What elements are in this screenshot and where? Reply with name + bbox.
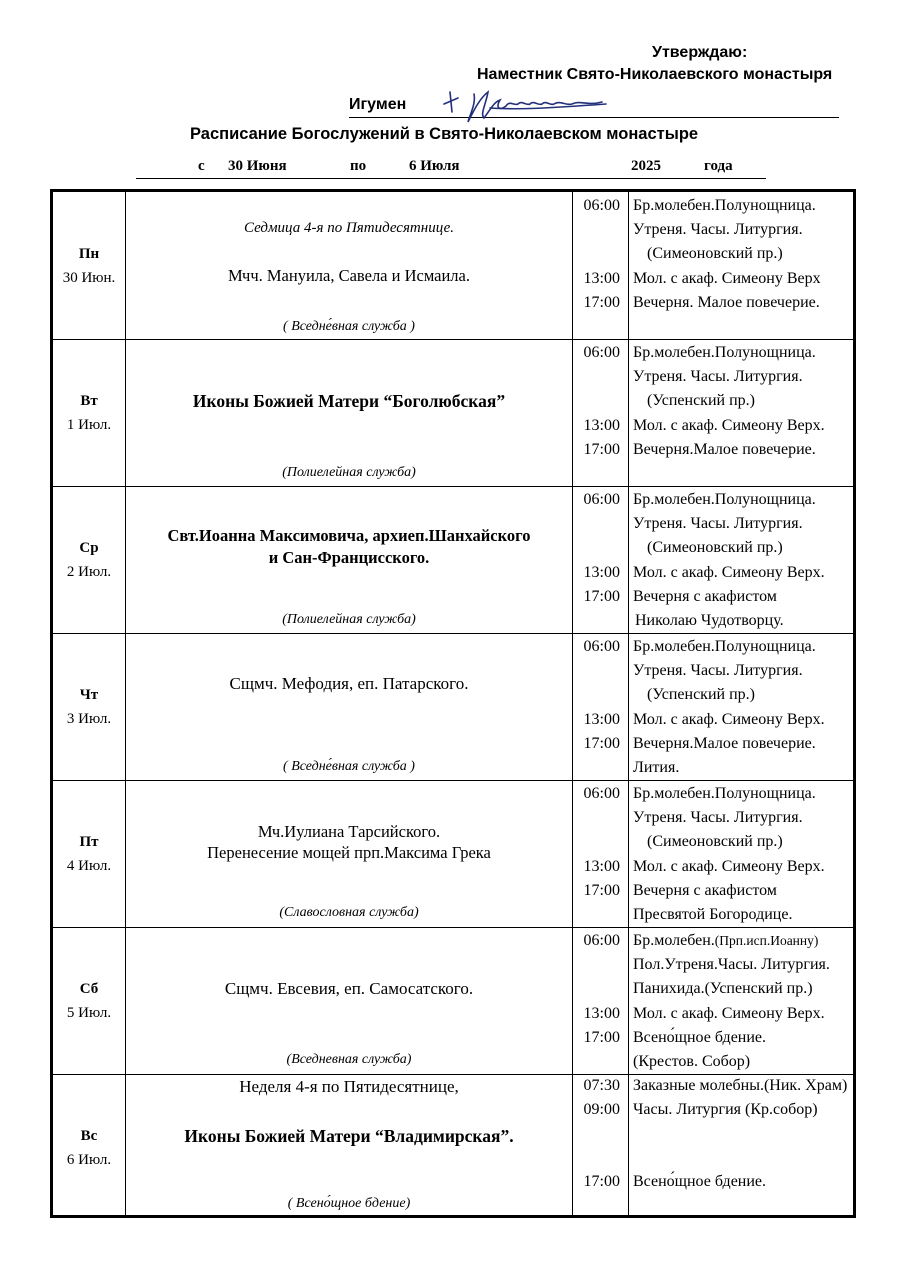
service-line: Бр.молебен.Полунощница. xyxy=(633,197,816,214)
time-cell xyxy=(573,192,629,339)
service-line: Мол. с акаф. Симеону Верх. xyxy=(633,417,825,434)
time: 17:00 xyxy=(583,735,620,752)
service-line: Бр.молебен.Полунощница. xyxy=(633,344,816,361)
day-cell xyxy=(53,192,126,339)
services-cell xyxy=(629,780,853,927)
time: 17:00 xyxy=(583,1173,620,1190)
day-cell xyxy=(53,1074,126,1215)
day-date: 5 Июл. xyxy=(66,1005,112,1021)
service-line: Утреня. Часы. Литургия. xyxy=(633,809,803,826)
service-text: Бр.молебен. xyxy=(633,932,715,949)
time: 13:00 xyxy=(583,564,620,581)
feast-cell xyxy=(126,927,573,1074)
time: 13:00 xyxy=(583,711,620,728)
signature-image xyxy=(430,84,620,128)
feast-line: Неделя 4-я по Пятидесятнице, xyxy=(239,1077,459,1096)
to-date: 6 Июля xyxy=(409,158,460,174)
service-type: (Славословная служба) xyxy=(279,905,419,920)
service-line: Вечерня.Малое повечерие. xyxy=(633,441,816,458)
day-name: Пн xyxy=(78,246,100,262)
time-cell xyxy=(573,486,629,633)
time: 06:00 xyxy=(583,785,620,802)
time-cell xyxy=(573,780,629,927)
day-date: 3 Июл. xyxy=(66,711,112,727)
table-row xyxy=(53,339,853,487)
day-name: Ср xyxy=(79,540,99,556)
service-line: Утреня. Часы. Литургия. xyxy=(633,662,803,679)
service-line: Панихида.(Успенский пр.) xyxy=(633,980,813,997)
service-type: (Полиелейная служба) xyxy=(282,612,416,627)
service-line: Заказные молебны.(Ник. Храм) xyxy=(633,1077,848,1094)
feast-cell xyxy=(126,339,573,486)
feast-line: Перенесение мощей прп.Максима Грека xyxy=(207,843,491,862)
service-line: Бр.молебен.Полунощница. xyxy=(633,785,816,802)
service-line: Мол. с акаф. Симеону Верх xyxy=(633,270,821,287)
service-type: (Полиелейная служба) xyxy=(282,465,416,480)
service-line: Пресвятой Богородице. xyxy=(633,906,793,923)
service-line: Утреня. Часы. Литургия. xyxy=(633,221,803,238)
feast-line: и Сан-Францисского. xyxy=(268,548,430,567)
day-date: 6 Июл. xyxy=(66,1152,112,1168)
time-cell xyxy=(573,339,629,486)
time: 06:00 xyxy=(583,491,620,508)
hegumen-label: Игумен xyxy=(349,96,407,113)
day-name: Чт xyxy=(79,687,99,703)
service-line: Мол. с акаф. Симеону Верх. xyxy=(633,564,825,581)
service-line: (Крестов. Собор) xyxy=(633,1053,751,1070)
service-line: Мол. с акаф. Симеону Верх. xyxy=(633,711,825,728)
table-row xyxy=(53,1074,853,1215)
service-line: Бр.молебен.Полунощница. xyxy=(633,638,816,655)
abbot-title: Наместник Свято-Николаевского монастыря xyxy=(477,66,833,83)
service-line: (Симеоновский пр.) xyxy=(647,539,783,556)
services-cell xyxy=(629,633,853,780)
services-cell xyxy=(629,192,853,339)
service-line: Лития. xyxy=(633,759,680,776)
feast-line: Седмица 4-я по Пятидесятнице. xyxy=(243,220,454,236)
from-date: 30 Июня xyxy=(228,158,287,174)
time: 13:00 xyxy=(583,417,620,434)
time: 13:00 xyxy=(583,858,620,875)
service-line: (Симеоновский пр.) xyxy=(647,833,783,850)
time: 17:00 xyxy=(583,882,620,899)
table-row xyxy=(53,927,853,1075)
table-row xyxy=(53,192,853,340)
services-cell xyxy=(629,486,853,633)
table-row xyxy=(53,780,853,928)
time: 06:00 xyxy=(583,932,620,949)
day-date: 2 Июл. xyxy=(66,564,112,580)
time: 07:30 xyxy=(583,1077,620,1094)
services-cell xyxy=(629,927,853,1074)
service-line: Вечерня. Малое повечерие. xyxy=(633,294,820,311)
service-line: Утреня. Часы. Литургия. xyxy=(633,368,803,385)
day-date: 30 Июн. xyxy=(62,270,116,286)
day-name: Сб xyxy=(79,981,99,997)
service-line: Вечерня с акафистом xyxy=(633,882,777,899)
service-type: ( Вседне́вная служба ) xyxy=(283,319,415,334)
time: 17:00 xyxy=(583,1029,620,1046)
service-type: (Вседневная служба) xyxy=(286,1052,412,1067)
schedule-title: Расписание Богослужений в Свято-Николаевском монастыре xyxy=(190,125,699,143)
time: 06:00 xyxy=(583,344,620,361)
day-date: 1 Июл. xyxy=(66,417,112,433)
time-cell xyxy=(573,927,629,1074)
service-line: Вечерня.Малое повечерие. xyxy=(633,735,816,752)
time-cell xyxy=(573,633,629,780)
feast-cell xyxy=(126,780,573,927)
service-line: Всено́щное бдение. xyxy=(633,1029,767,1046)
day-cell xyxy=(53,927,126,1074)
service-line: Всено́щное бдение. xyxy=(633,1173,767,1190)
service-line: Вечерня с акафистом xyxy=(633,588,777,605)
service-line: (Успенский пр.) xyxy=(647,686,755,703)
year-label: года xyxy=(704,158,733,174)
year: 2025 xyxy=(631,158,661,174)
service-line xyxy=(633,932,818,950)
service-line: Утреня. Часы. Литургия. xyxy=(633,515,803,532)
service-line: Бр.молебен.Полунощница. xyxy=(633,491,816,508)
service-line: Мол. с акаф. Симеону Верх. xyxy=(633,858,825,875)
feast-line: Мч.Иулиана Тарсийского. xyxy=(257,822,441,841)
feast-line: Мчч. Мануила, Савела и Исмаила. xyxy=(228,266,470,285)
from-label: с xyxy=(198,158,205,174)
time: 17:00 xyxy=(583,441,620,458)
time: 17:00 xyxy=(583,294,620,311)
services-cell xyxy=(629,339,853,486)
service-line: (Успенский пр.) xyxy=(647,392,755,409)
schedule-table xyxy=(50,189,856,1218)
to-label: по xyxy=(350,158,367,174)
day-cell xyxy=(53,780,126,927)
day-name: Вт xyxy=(80,393,98,409)
day-cell xyxy=(53,633,126,780)
service-line: Мол. с акаф. Симеону Верх. xyxy=(633,1005,825,1022)
time-cell xyxy=(573,1074,629,1215)
day-cell xyxy=(53,486,126,633)
service-type: ( Всено́щное бдение) xyxy=(287,1196,411,1211)
feast-cell xyxy=(126,633,573,780)
services-cell xyxy=(629,1074,853,1215)
time: 13:00 xyxy=(583,1005,620,1022)
day-date: 4 Июл. xyxy=(66,858,112,874)
feast-line: Сщмч. Мефодия, еп. Патарского. xyxy=(229,674,469,693)
service-line: Часы. Литургия (Кр.собор) xyxy=(633,1101,818,1118)
feast-line: Иконы Божией Матери “Владимирская”. xyxy=(184,1126,514,1146)
time: 13:00 xyxy=(583,270,620,287)
feast-line: Иконы Божией Матери “Боголюбская” xyxy=(192,391,506,411)
approval-label: Утверждаю: xyxy=(652,44,748,61)
feast-line: Сщмч. Евсевия, еп. Самосатского. xyxy=(224,979,474,998)
feast-cell xyxy=(126,192,573,339)
feast-line: Свт.Иоанна Максимовича, архиеп.Шанхайского xyxy=(167,526,531,545)
service-line: Николаю Чудотворцу. xyxy=(635,612,784,629)
time: 06:00 xyxy=(583,197,620,214)
date-range xyxy=(136,156,766,179)
feast-cell xyxy=(126,486,573,633)
table-row xyxy=(53,633,853,781)
time: 09:00 xyxy=(583,1101,620,1118)
day-name: Пт xyxy=(79,834,99,850)
day-cell xyxy=(53,339,126,486)
service-type: ( Вседне́вная служба ) xyxy=(283,759,415,774)
feast-cell xyxy=(126,1074,573,1215)
table-row xyxy=(53,486,853,634)
day-name: Вс xyxy=(80,1128,98,1144)
service-note: (Прп.исп.Иоанну) xyxy=(714,933,819,948)
service-line: Пол.Утреня.Часы. Литургия. xyxy=(633,956,830,973)
time: 17:00 xyxy=(583,588,620,605)
service-line: (Симеоновский пр.) xyxy=(647,245,783,262)
time: 06:00 xyxy=(583,638,620,655)
